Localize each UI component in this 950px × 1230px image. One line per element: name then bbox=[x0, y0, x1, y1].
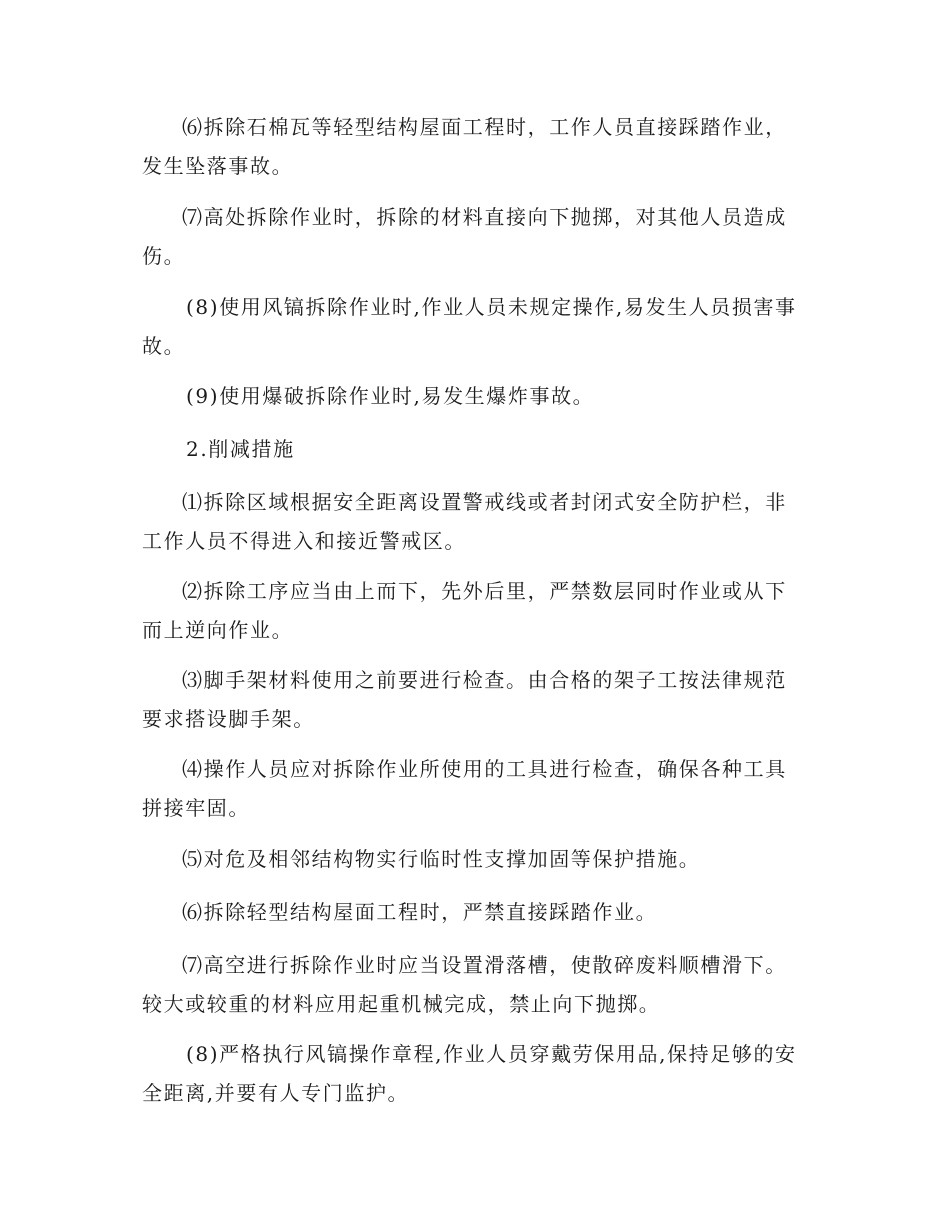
paragraph-line: 伤。 bbox=[142, 244, 186, 268]
paragraph-line: 工作人员不得进入和接近警戒区。 bbox=[142, 529, 466, 553]
paragraph-line: ⑶脚手架材料使用之前要进行检查。由合格的架子工按法律规范 bbox=[182, 668, 787, 692]
paragraph-measure-8 bbox=[142, 1035, 814, 1113]
paragraph-measure-7 bbox=[142, 946, 814, 1024]
paragraph-line: 发生坠落事故。 bbox=[142, 154, 294, 178]
paragraph-line: 较大或较重的材料应用起重机械完成，禁止向下抛掷。 bbox=[142, 992, 661, 1016]
paragraph-line: ⑹拆除石棉瓦等轻型结构屋面工程时，工作人员直接踩踏作业， bbox=[182, 115, 787, 139]
section-heading: 2.削减措施 bbox=[186, 437, 295, 461]
paragraph-line: 拼接牢固。 bbox=[142, 796, 250, 820]
paragraph-line: (8)使用风镐拆除作业时,作业人员未规定操作,易发生人员损害事 bbox=[186, 295, 797, 319]
paragraph-hazard-8 bbox=[142, 288, 814, 366]
paragraph-line: 而上逆向作业。 bbox=[142, 618, 294, 642]
paragraph-hazard-9 bbox=[142, 377, 814, 416]
paragraph-measure-6 bbox=[142, 893, 814, 932]
paragraph-line: ⑹拆除轻型结构屋面工程时，严禁直接踩踏作业。 bbox=[182, 900, 658, 924]
paragraph-measure-2 bbox=[142, 572, 814, 650]
paragraph-line: 故。 bbox=[142, 334, 186, 358]
paragraph-line: ⑴拆除区域根据安全距离设置警戒线或者封闭式安全防护栏，非 bbox=[182, 490, 787, 514]
paragraph-line: ⑸对危及相邻结构物实行临时性支撑加固等保护措施。 bbox=[182, 847, 701, 871]
paragraph-line: 要求搭设脚手架。 bbox=[142, 707, 315, 731]
paragraph-measure-3 bbox=[142, 661, 814, 739]
paragraph-line: ⑷操作人员应对拆除作业所使用的工具进行检查，确保各种工具 bbox=[182, 757, 787, 781]
paragraph-line: (8)严格执行风镐操作章程,作业人员穿戴劳保用品,保持足够的安 bbox=[186, 1042, 797, 1066]
paragraph-line: ⑵拆除工序应当由上而下，先外后里，严禁数层同时作业或从下 bbox=[182, 579, 787, 603]
paragraph-line: (9)使用爆破拆除作业时,易发生爆炸事故。 bbox=[186, 384, 595, 408]
paragraph-measure-4 bbox=[142, 750, 814, 828]
paragraph-line: ⑺高空进行拆除作业时应当设置滑落槽，使散碎废料顺槽滑下。 bbox=[182, 953, 787, 977]
paragraph-measure-5 bbox=[142, 840, 814, 879]
paragraph-hazard-6 bbox=[142, 108, 814, 186]
paragraph-line: 全距离,并要有人专门监护。 bbox=[142, 1081, 410, 1105]
paragraph-line: ⑺高处拆除作业时，拆除的材料直接向下抛掷，对其他人员造成 bbox=[182, 205, 787, 229]
paragraph-hazard-7 bbox=[142, 198, 814, 276]
section-heading-mitigation bbox=[142, 430, 814, 469]
paragraph-measure-1 bbox=[142, 483, 814, 561]
